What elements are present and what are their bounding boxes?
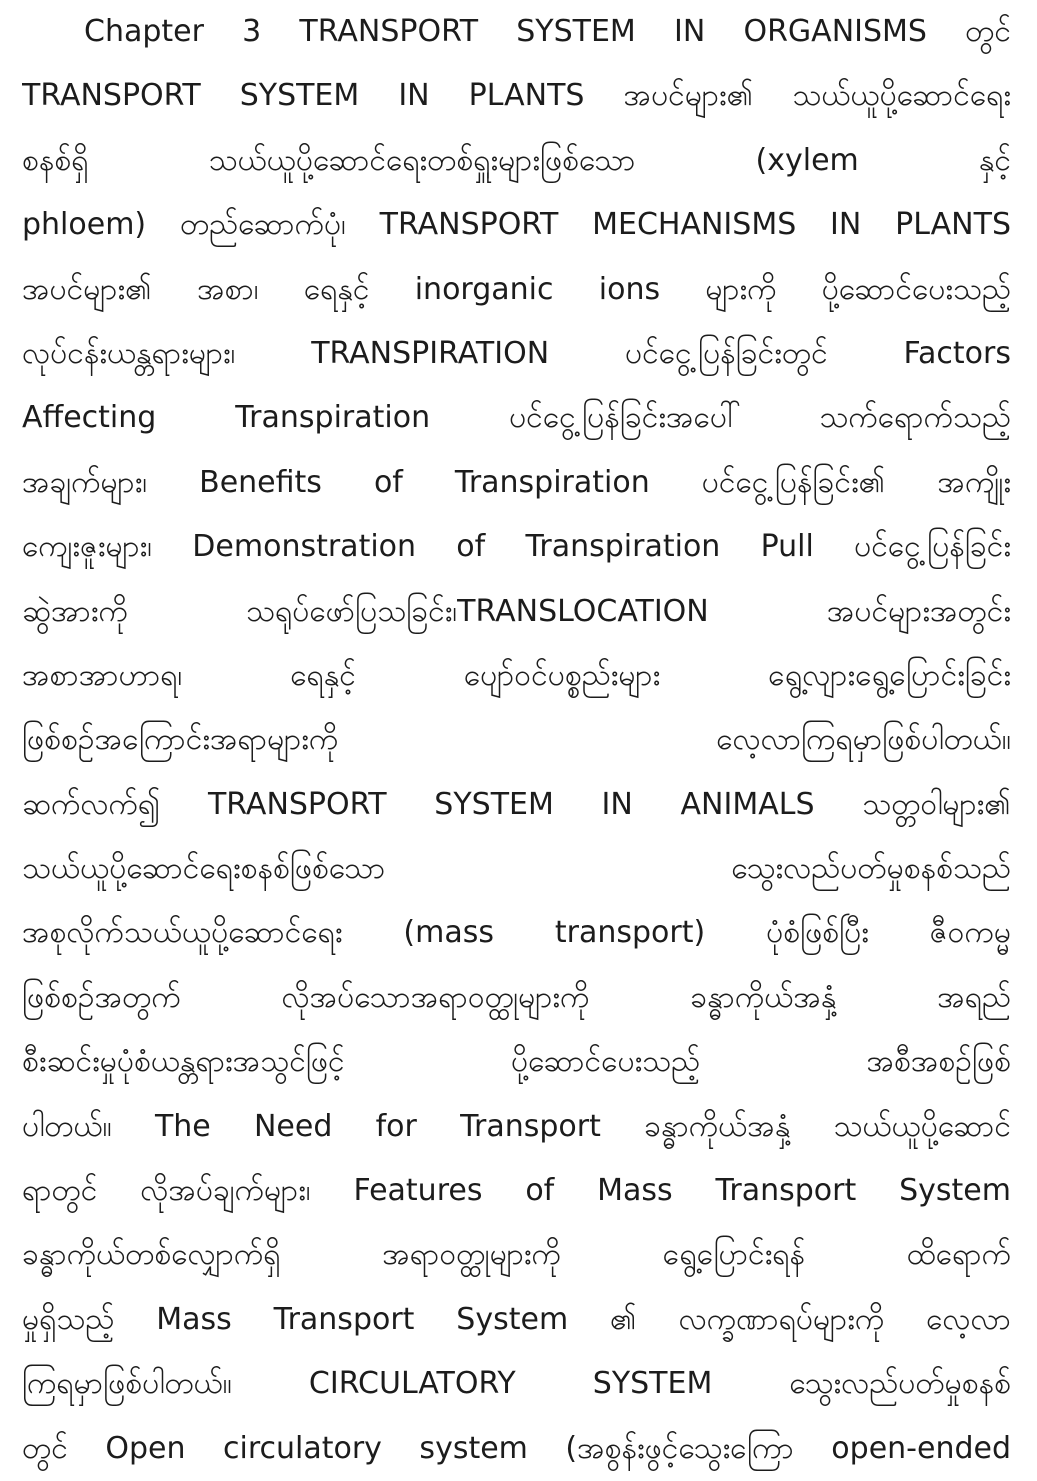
text-line: TRANSPORT SYSTEM IN PLANTS အပင်များ၏ သယ်ယူပို့ဆောင်ရေး	[22, 78, 1011, 114]
text-line: phloem) တည်ဆောက်ပုံ၊ TRANSPORT MECHANISMS IN PLANTS	[22, 207, 1011, 243]
text-line: ဖြစ်စဉ်အတွက် လိုအပ်သောအရာဝတ္ထုများကို ခန္ဓာကိုယ်အနှံ့ အရည်	[22, 979, 1011, 1015]
text-line: ခန္ဓာကိုယ်တစ်လျှောက်ရှိ အရာဝတ္ထုများကို ရွေ့ပြောင်းရန် ထိရောက်	[22, 1237, 1011, 1273]
text-line: စီးဆင်းမှုပုံစံယန္တရားအသွင်ဖြင့် ပို့ဆောင်ပေးသည့် အစီအစဉ်ဖြစ်	[22, 1044, 1011, 1080]
body-paragraph	[22, 0, 1011, 1481]
text-line: အစာအာဟာရ၊ ရေနှင့် ပျော်ဝင်ပစ္စည်းများ ရွေ့လျားရွေ့ပြောင်းခြင်း	[22, 657, 1011, 693]
text-line: Affecting Transpiration ပင်ငွေ့ပြန်ခြင်းအပေါ် သက်ရောက်သည့်	[22, 400, 1011, 436]
text-line: Chapter 3 TRANSPORT SYSTEM IN ORGANISMS တွင်	[84, 14, 1011, 49]
text-line: စနစ်ရှိ သယ်ယူပို့ဆောင်ရေးတစ်ရှူးများဖြစ်သော (xylem နှင့်	[22, 142, 1011, 178]
text-line: ကျေးဇူးများ၊ Demonstration of Transpiration Pull ပင်ငွေ့ပြန်ခြင်း	[22, 529, 1011, 565]
text-line: ကြရမှာဖြစ်ပါတယ်။ CIRCULATORY SYSTEM သွေးလည်ပတ်မှုစနစ်	[22, 1366, 1011, 1402]
text-line: ပါတယ်။ The Need for Transport ခန္ဓာကိုယ်အနှံ့ သယ်ယူပို့ဆောင်	[22, 1108, 1011, 1144]
text-line: ဆွဲအားကို သရုပ်ဖော်ပြသခြင်း၊TRANSLOCATION အပင်များအတွင်း	[22, 593, 1011, 629]
text-line: အချက်များ၊ Benefits of Transpiration ပင်ငွေ့ပြန်ခြင်း၏ အကျိုး	[22, 464, 1011, 500]
text-line: မှုရှိသည့် Mass Transport System ၏ လက္ခဏာရပ်များကို လေ့လာ	[22, 1301, 1011, 1337]
text-line: အပင်များ၏ အစာ၊ ရေနှင့် inorganic ions များကို ပို့ဆောင်ပေးသည့်	[22, 271, 1011, 307]
text-line: ဖြစ်စဉ်အကြောင်းအရာများကို လေ့လာကြရမှာဖြစ်ပါတယ်။	[22, 722, 1011, 758]
text-line: လုပ်ငန်းယန္တရားများ၊ TRANSPIRATION ပင်ငွေ့ပြန်ခြင်းတွင် Factors	[22, 335, 1011, 371]
text-line: အစုလိုက်သယ်ယူပို့ဆောင်ရေး (mass transport) ပုံစံဖြစ်ပြီး ဇီဝကမ္မ	[22, 915, 1011, 951]
text-line: တွင် Open circulatory system (အစွန်းဖွင့်သွေးကြော open-ended	[22, 1430, 1011, 1466]
text-line: သယ်ယူပို့ဆောင်ရေးစနစ်ဖြစ်သော သွေးလည်ပတ်မှုစနစ်သည်	[22, 851, 1011, 887]
text-line: ဆက်လက်၍ TRANSPORT SYSTEM IN ANIMALS သတ္တဝါများ၏	[22, 786, 1011, 822]
text-line: ရာတွင် လိုအပ်ချက်များ၊ Features of Mass Transport System	[22, 1173, 1011, 1209]
